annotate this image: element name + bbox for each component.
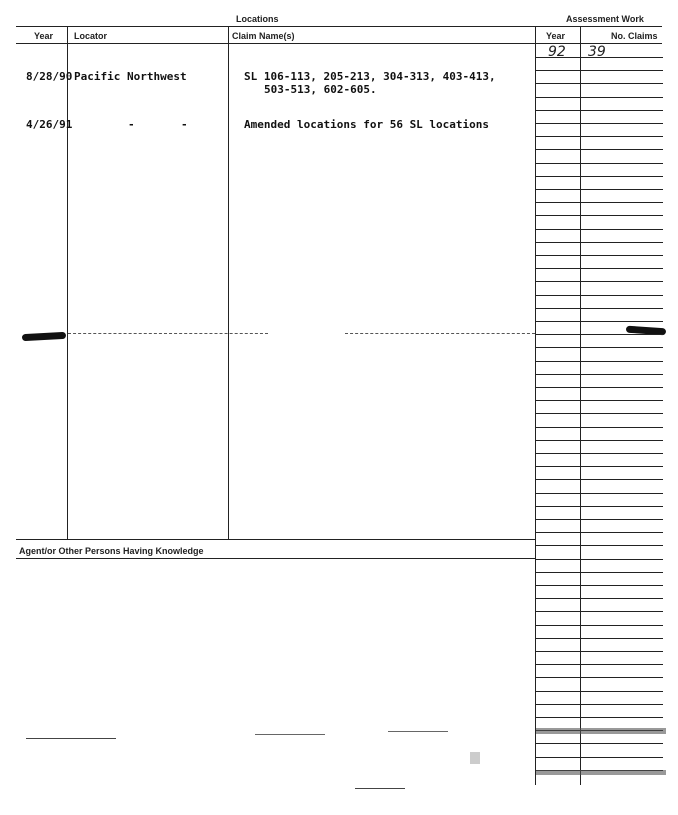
aw-year-rule <box>536 268 580 269</box>
aw-claims-rule <box>581 83 663 84</box>
aw-year-rule <box>536 413 580 414</box>
aw-year-rule <box>536 453 580 454</box>
locator-column-header: Locator <box>74 31 108 41</box>
aw-year-rule <box>536 70 580 71</box>
aw-claims-rule <box>581 123 663 124</box>
aw-year-rule <box>536 334 580 335</box>
aw-year-rule <box>536 743 580 744</box>
aw-claims-rule <box>581 479 663 480</box>
aw-year-rule <box>536 651 580 652</box>
aw-claims-rule <box>581 757 663 758</box>
aw-year-rule <box>536 691 580 692</box>
aw-claims-rule <box>581 493 663 494</box>
aw-year-rule <box>536 519 580 520</box>
aw-claims-rule <box>581 97 663 98</box>
divider-locator-claims <box>228 27 229 539</box>
aw-year-rule <box>536 664 580 665</box>
aw-claims-rule <box>581 691 663 692</box>
aw-year-rule <box>536 677 580 678</box>
locations-table-bottom <box>16 539 536 540</box>
divider-year-locator <box>67 27 68 539</box>
aw-claims-rule <box>581 334 663 335</box>
aw-year-rule <box>536 255 580 256</box>
aw-year-handwritten: 92 <box>548 44 566 60</box>
bottom-scan-line-4 <box>355 788 405 789</box>
aw-year-rule <box>536 506 580 507</box>
aw-year-rule <box>536 295 580 296</box>
fold-mark-left <box>22 332 66 341</box>
aw-year-rule <box>536 757 580 758</box>
entry-1-year: 8/28/90 <box>26 70 73 83</box>
aw-claims-rule <box>581 229 663 230</box>
aw-year-rule <box>536 479 580 480</box>
aw-year-rule <box>536 361 580 362</box>
divider-claims-aw <box>535 27 536 785</box>
aw-claims-rule <box>581 347 663 348</box>
aw-year-rule <box>536 347 580 348</box>
aw-year-rule <box>536 427 580 428</box>
aw-year-rule <box>536 638 580 639</box>
aw-no-claims-column-header: No. Claims <box>611 31 658 41</box>
aw-claims-rule <box>581 242 663 243</box>
aw-year-rule <box>536 374 580 375</box>
aw-claims-rule <box>581 598 663 599</box>
aw-claims-rule <box>581 651 663 652</box>
aw-claims-rule <box>581 704 663 705</box>
aw-claims-rule <box>581 110 663 111</box>
aw-no-claims-handwritten: 39 <box>588 44 606 60</box>
aw-claims-rule <box>581 519 663 520</box>
aw-year-rule <box>536 136 580 137</box>
aw-year-rule <box>536 163 580 164</box>
aw-claims-rule <box>581 202 663 203</box>
aw-claims-rule <box>581 189 663 190</box>
entry-1-claims-line1: SL 106-113, 205-213, 304-313, 403-413, <box>244 70 496 83</box>
aw-claims-rule <box>581 625 663 626</box>
aw-claims-rule <box>581 57 663 58</box>
aw-year-rule <box>536 123 580 124</box>
aw-claims-rule <box>581 308 663 309</box>
aw-year-rule <box>536 57 580 58</box>
locations-header: Locations <box>236 14 279 24</box>
year-column-header: Year <box>34 31 54 41</box>
divider-aw-year-claims <box>580 27 581 785</box>
aw-claims-rule <box>581 413 663 414</box>
aw-year-rule <box>536 83 580 84</box>
aw-year-rule <box>536 97 580 98</box>
aw-year-rule <box>536 572 580 573</box>
aw-claims-rule <box>581 638 663 639</box>
bottom-scan-line-1 <box>26 738 116 739</box>
aw-year-rule <box>536 242 580 243</box>
aw-claims-rule <box>581 387 663 388</box>
aw-claims-rule <box>581 374 663 375</box>
entry-2-locator: - - <box>128 118 188 131</box>
aw-claims-rule <box>581 506 663 507</box>
fold-dashed-line-left <box>68 333 268 334</box>
aw-claims-rule <box>581 255 663 256</box>
aw-year-rule <box>536 611 580 612</box>
aw-year-rule <box>536 585 580 586</box>
aw-claims-rule <box>581 163 663 164</box>
aw-year-rule <box>536 466 580 467</box>
aw-claims-rule <box>581 559 663 560</box>
aw-year-rule <box>536 215 580 216</box>
aw-year-rule <box>536 202 580 203</box>
aw-year-rule <box>536 559 580 560</box>
aw-claims-rule <box>581 295 663 296</box>
aw-claims-rule <box>581 532 663 533</box>
aw-year-rule <box>536 281 580 282</box>
aw-year-rule <box>536 189 580 190</box>
aw-year-rule <box>536 625 580 626</box>
bottom-scan-line-3 <box>388 731 448 732</box>
aw-claims-rule <box>581 281 663 282</box>
fold-dashed-line-right <box>345 333 535 334</box>
aw-year-rule <box>536 321 580 322</box>
aw-claims-rule <box>581 545 663 546</box>
agent-section-header: Agent/or Other Persons Having Knowledge <box>19 546 204 556</box>
entry-1-claims-line2: 503-513, 602-605. <box>264 83 377 96</box>
scan-noise-block <box>536 728 666 734</box>
aw-claims-rule <box>581 585 663 586</box>
aw-year-rule <box>536 532 580 533</box>
aw-year-rule <box>536 440 580 441</box>
aw-claims-rule <box>581 268 663 269</box>
aw-claims-rule <box>581 70 663 71</box>
aw-claims-rule <box>581 215 663 216</box>
aw-year-rule <box>536 110 580 111</box>
aw-year-column-header: Year <box>546 31 566 41</box>
aw-claims-rule <box>581 176 663 177</box>
assessment-work-header: Assessment Work <box>566 14 644 24</box>
aw-claims-rule <box>581 440 663 441</box>
aw-year-rule <box>536 400 580 401</box>
agent-section-rule <box>16 558 536 559</box>
aw-claims-rule <box>581 677 663 678</box>
aw-year-rule <box>536 229 580 230</box>
aw-year-rule <box>536 493 580 494</box>
bottom-scan-line-2 <box>255 734 325 735</box>
aw-claims-rule <box>581 743 663 744</box>
aw-year-rule <box>536 176 580 177</box>
aw-year-rule <box>536 149 580 150</box>
aw-year-rule <box>536 598 580 599</box>
scan-noise-block-3 <box>470 752 480 764</box>
aw-claims-rule <box>581 453 663 454</box>
aw-claims-rule <box>581 466 663 467</box>
entry-2-claims: Amended locations for 56 SL locations <box>244 118 490 131</box>
aw-claims-rule <box>581 717 663 718</box>
claim-names-column-header: Claim Name(s) <box>232 31 295 41</box>
entry-2-year: 4/26/91 <box>26 118 73 131</box>
header-rule-top <box>16 26 662 27</box>
aw-claims-rule <box>581 149 663 150</box>
aw-year-rule <box>536 704 580 705</box>
aw-year-rule <box>536 387 580 388</box>
aw-claims-rule <box>581 136 663 137</box>
aw-claims-rule <box>581 361 663 362</box>
aw-year-rule <box>536 717 580 718</box>
scan-noise-block-2 <box>536 770 666 775</box>
aw-claims-rule <box>581 400 663 401</box>
aw-claims-rule <box>581 611 663 612</box>
aw-claims-rule <box>581 321 663 322</box>
entry-1-locator: Pacific Northwest <box>74 70 187 83</box>
aw-claims-rule <box>581 427 663 428</box>
aw-year-rule <box>536 545 580 546</box>
aw-claims-rule <box>581 664 663 665</box>
aw-claims-rule <box>581 572 663 573</box>
aw-year-rule <box>536 308 580 309</box>
